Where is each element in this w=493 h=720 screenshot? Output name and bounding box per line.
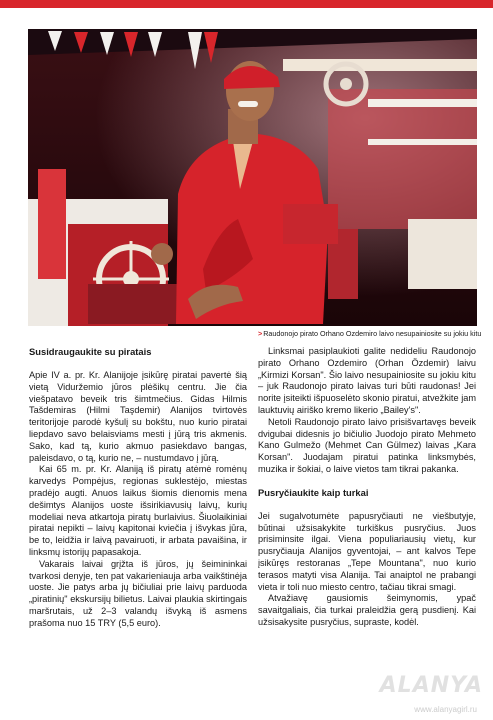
section-heading-pirates: Susidraugaukite su piratais bbox=[29, 346, 152, 357]
watermark-url: www.alanyagirl.ru bbox=[414, 705, 477, 714]
right-column bbox=[258, 346, 476, 629]
photo-caption bbox=[258, 329, 480, 339]
paragraph: Netoli Raudonojo pirato laivo prisišvartavęs beveik dvigubai didesnis jo bičiulio Juodojo pirato Mehmeto Kano Gulmežo (Mehmet Can Gülmez) laivas „Kara Korsan". Juodajam piratui patinka linksmybės, muzika ir šokiai, o laive vietos tam tikrai pakanka. bbox=[258, 416, 476, 474]
paragraph: Kai 65 m. pr. Kr. Alaniją iš piratų atėmė romėnų karvedys Pompėjus, regionas suklestėjo, miestas pradėjo augti. Anuos laikus šiomis dienomis mena dešimtys Alanijos uoste išsirikiavusių laivų, kurių modeliai neva atkartoja piratų burlaivius. Šiuolaikiniai piratai nepikti – laivų kapitonai kviečia į išvykas jūra, be to, leidžia ir laivą pavairuoti, ir arbata pavaišina, ir linksmų istorijų papasakoja. bbox=[29, 464, 247, 557]
left-column bbox=[29, 346, 247, 630]
paragraph: Linksmai pasiplaukioti galite nedideliu Raudonojo pirato Orhano Ozdemiro (Orhan Özdemir) laivu „Kirmizi Korsan". Šio laivo nesupainiosite su jokiu kitu – juk Raudonojo pirato laivas turi būti raudonas! Jei norite įsiteikti išpuoselėto skonio piratui, atvežkite jam lauktuvių airiško kremo likerio „Bailey's". bbox=[258, 346, 476, 415]
section-heading-breakfast: Pusryčiaukite kaip turkai bbox=[258, 486, 369, 498]
top-accent-bar bbox=[0, 0, 493, 8]
paragraph: Jei sugalvotumėte papusryčiauti ne viešbutyje, būtinai užsisakykite turkiškus pusryčius. Juos prisiminsite ilgai. Viena populiariausių vietų, kur pusryčiauja Alanijos gyventojai, – ant kalvos Tepe įsikūręs restoranas „Tepe Mountana", nuo kurio terasos matyti visa Alanija. Tai anaiptol ne prabangi vieta ir toli nuo miesto centro, tačiau tikrai smagi. bbox=[258, 510, 476, 592]
paragraph: Apie IV a. pr. Kr. Alanijoje įsikūrę piratai pavertė šią vietą Viduržemio jūros plėšikų centru. Jie čia viešpatavo beveik tris šimtmečius. Gidas Hilmis Tašdemiras (Hilmi Taşdemir) Alanijos tvirtovės teritorijoje parodė kyšulį su bokštu, nuo kurio piratai liepdavo savo belaisviams mesti į jūrą tris akmenis. Sako, kad tą, kurio akmuo pasiekdavo bangas, paleisdavo, o tą, kurio ne, – nustumdavo į jūrą. bbox=[29, 370, 247, 463]
paragraph: Atvažiavę gausiomis šeimynomis, ypač savaitgaliais, čia turkai praleidžia gerą pusdienį. Kai užsisakysite pusryčius, supraste, kodėl. bbox=[258, 593, 476, 627]
caption-marker: > bbox=[258, 329, 263, 338]
caption-text: Raudonojo pirato Orhano Ozdemiro laivo nesupainiosite su jokiu kitu bbox=[263, 329, 482, 338]
paragraph: Vakarais laivai grįžta iš jūros, jų šeimininkai tvarkosi denyje, ten pat vakarieniauja arba vaikštinėja uoste. Jie patys arba jų bičiuliai prie laivų parduoda „piratinių" ekskursijų bilietus. Laivai plaukia skirtingais maršrutais, už 2–3 valandų išvyką iš asmens prašoma nuo 15 TRY (5,5 euro). bbox=[29, 558, 247, 628]
article-photo bbox=[28, 29, 477, 326]
pirate-bar-illustration bbox=[28, 29, 477, 326]
watermark-logo: ALANYA bbox=[379, 673, 483, 698]
